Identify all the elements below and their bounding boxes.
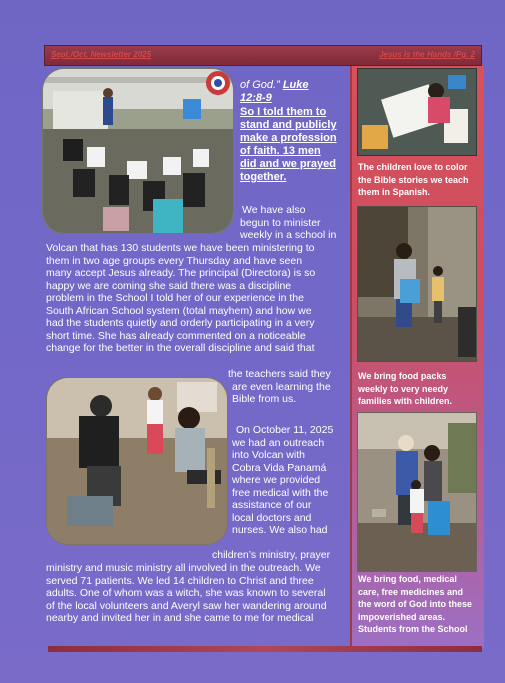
header-right-text: Jesus Is the Hands /Pg. 2 xyxy=(378,50,475,59)
quote-reference: Luke xyxy=(282,79,309,91)
school-paragraph-body: Volcan that has 130 students we have been ministering to them in two age groups every Thursday and have seen many accept Jesus already. The principal (Directora) is so happy we are coming she said there was a discipline problem in the School I told her of our experience in the South African School system (total mayhem) and how we had the students quietly and orderly participating in a very short time. She has already commented on a noticeable change for the better in the overall discipline and said that xyxy=(46,242,316,354)
photo-church-meeting xyxy=(42,68,234,234)
photo-medical-outreach xyxy=(46,377,228,545)
caption-food-packs: We bring food packs weekly to very needy families with children. xyxy=(358,371,453,406)
photo-children-coloring xyxy=(357,68,477,156)
outreach-paragraph-body: ministry and music ministry all involved in the outreach. We served 71 patients. We led 14 children to Christ and three adults. One of whom was a witch, she was known to several of the local volunteers and Averyl saw her wandering around nearby and invited her in and she came to me for medical xyxy=(46,562,327,624)
header-left-text: Sept./Oct. Newsletter 2025 xyxy=(51,50,152,59)
caption-children-coloring: The children love to color the Bible stories we teach them in Spanish. xyxy=(358,162,469,197)
quote-reference-verse: 12:8-9 xyxy=(240,92,272,104)
photo-food-medical-care xyxy=(357,412,477,572)
school-paragraph-end: the teachers said they are even learning the Bible from us. xyxy=(228,368,331,405)
profession-of-faith-text: So I told them to stand and publicly make a profession of faith. 13 men did and we prayed together. xyxy=(240,106,337,183)
outreach-paragraph-mid: children’s ministry, prayer xyxy=(212,549,331,561)
quote-text: of God.” xyxy=(240,79,280,91)
footer-bar xyxy=(48,646,482,652)
outreach-paragraph-start: On October 11, 2025 we had an outreach into Volcan with Cobra Vida Panamá where we provided free medical with the assistance of our local doctors and nurses. We also had xyxy=(232,424,334,536)
school-paragraph-start: We have also begun to minister weekly in a school in xyxy=(240,204,337,241)
photo-food-packs xyxy=(357,206,477,362)
newsletter-header-bar xyxy=(44,45,482,66)
caption-food-medical-care: We bring food, medical care, free medicines and the word of God into these impoverished areas. Students from the School xyxy=(358,574,472,634)
